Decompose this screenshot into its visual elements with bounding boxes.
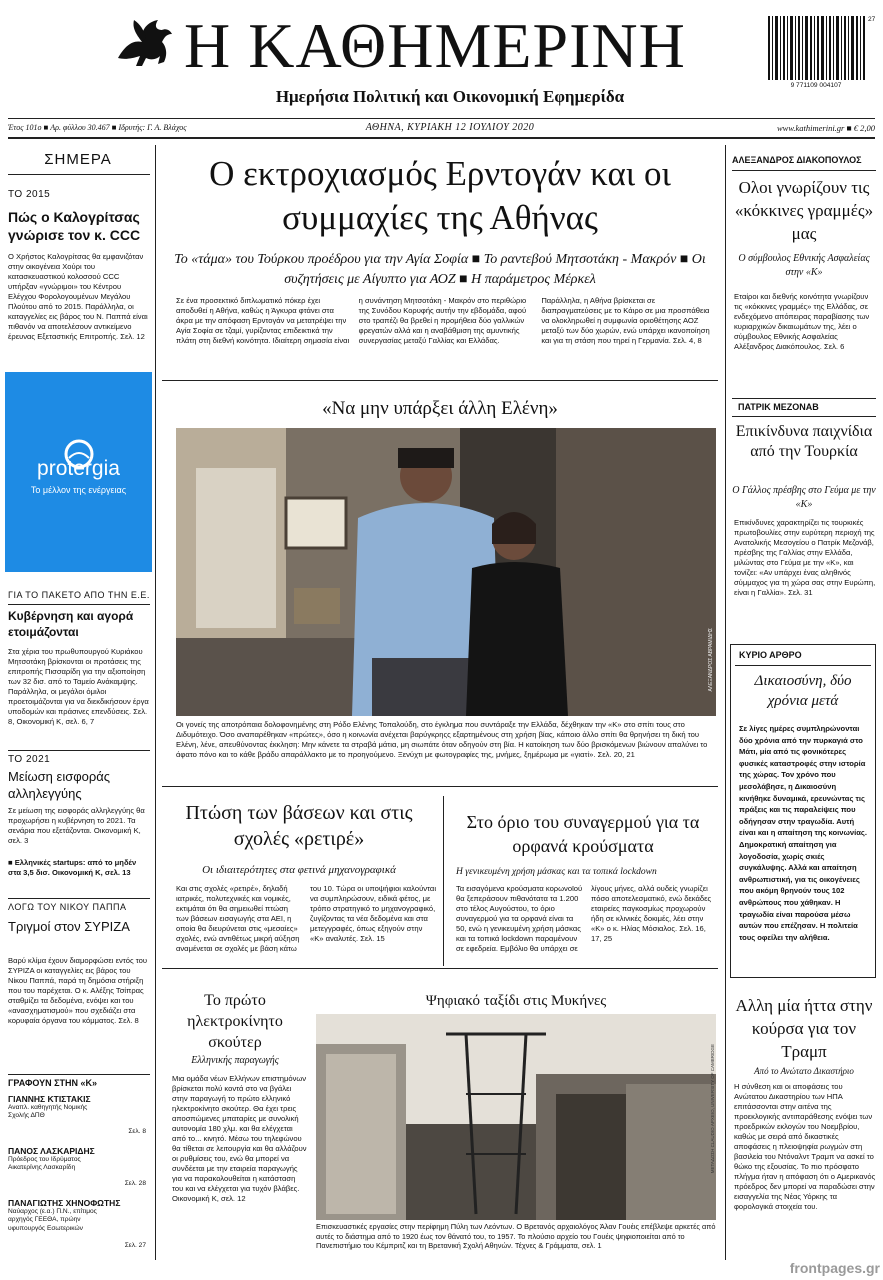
mycenae-photo-image [316,1014,716,1220]
writer-page: Σελ. 28 [124,1180,146,1187]
divider [732,398,876,399]
masthead-rule-bottom [8,137,875,139]
mycenae-photo [316,1014,716,1220]
masthead-rule-top [8,118,875,119]
column-author: ΑΛΕΞΑΝΔΡΟΣ ΔΙΑΚΟΠΟΥΛΟΣ [732,155,862,165]
story-kicker: ΓΙΑ ΤΟ ΠΑΚΕΤΟ ΑΠΟ ΤΗΝ Ε.Ε. [8,590,150,600]
barcode-icon [764,16,874,82]
barcode [764,16,874,96]
story-subtitle: Ελληνικής παραγωγής [191,1055,279,1066]
editorial-title: Δικαιοσύνη, δύο χρόνια μετά [754,673,852,709]
story-subtitle: Από το Ανώτατο Δικαστήριο [754,1066,854,1076]
writer-name: ΠΑΝΟΣ ΛΑΣΚΑΡΙΔΗΣ [8,1146,95,1156]
story-text: Βαρύ κλίμα έχουν διαμορφώσει εντός του ΣΥΡΙΖΑ οι καταγγελίες εις βάρος του Νίκου Παππά, παρά τη δημόσια στήριξη που του παρέχεται. Ο κ. Αλέξης Τσίπρας σταθμίζει τα δεδομένα, ενόψει και του «ανασχηματισμού» που σχεδιάζει στα κορυφαία όργανα του κόμματος. Σελ. 8 [8,956,148,1025]
story-text: Μια ομάδα νέων Ελλήνων επιστημόνων βρίσκεται πολύ κοντά στο να βγάλει στην παραγωγή το πρώτο ελληνικό ηλεκτροκίνητο σκούτερ. Θα έχει τρεις αποσπώμενες μπαταρίες με συνολική αυτονομία 180 χλμ. και θα ελέγχεται από το... κινητό. Μέσω του τηλεφώνου θα τίθεται σε λειτουργία και θα αλλάζουν οι ρυθμίσεις του, ενώ θα μπορεί να συνδέεται με την εταιρεία παραγωγής για να παρακολουθείται η κατάσταση του και να ελέγχεται για τυχόν βλάβες. Οικονομική Κ, σελ. 12 [172,1074,307,1203]
feature-quote-title: «Να μην υπάρξει άλλη Ελένη» [322,398,558,419]
column-title: Επικίνδυνα παιχνίδια από την Τουρκία [735,423,873,460]
masthead-logo [112,14,176,74]
writer-role: Πρόεδρος του Ιδρύματος Αικατερίνης Λασκαρίδη [8,1156,81,1172]
barcode-code: 27 [868,16,876,23]
masthead-subtitle: Ημερήσια Πολιτική και Οικονομική Εφημερίδα [275,87,625,106]
story-subtitle: Η γενικευμένη χρήση μάσκας και τα τοπικά lockdown [456,867,657,877]
ad-brand: protergia [37,457,120,480]
column-title: Ολοι γνωρίζουν τις «κόκκινες γραμμές» μας [734,178,874,243]
mycenae-title: Ψηφιακό ταξίδι στις Μυκήνες [425,993,607,1009]
protergia-ad[interactable] [5,372,152,572]
story-text: Στα χέρια του πρωθυπουργού Κυριάκου Μητσοτάκη βρίσκονται οι προτάσεις της επιτροπής Πισσαρίδη για την αξιοποίηση των 32 δισ. από το Ταμείο Ανάκαμψης. Παράλληλα, οι μεγάλοι όμιλοι προετοιμάζονται για να διεκδικήσουν έργα υποδομών και πράσινες επενδύσεις. Σελ. 8, Οικονομική Κ, σελ. 6, 7 [8,647,149,726]
writer-entry [8,1094,150,1146]
story-text: Ο Χρήστος Καλογρίτσας θα εμφανιζόταν στην οικογένεια Χούρι του κατασκευαστικού κολοσσού CCC υπήρξαν «γνώριμοι» του Κέντρου Ελέγχου Φορολογουμένων Μεγάλου Πλούτου από το 2015. Παράλληλα, οι καταγγελίες εις βάρος του Ν. Παππά είναι πιθανόν να αποτελέσουν αντικείμενο έρευνας Εξεταστικής Επιτροπής. Σελ. 12 [8,252,148,341]
barcode-number: 9 771109 004107 [790,82,842,89]
divider [8,750,150,751]
editorial-box [730,644,876,978]
divider [8,604,150,605]
today-label: ΣΗΜΕΡΑ [44,151,112,168]
divider [162,380,718,381]
column-text: Εταίροι και διεθνής κοινότητα γνωρίζουν τις «κόκκινες γραμμές» της Ελλάδας, σε ενδεχόμενο απόπειρας παραβίασης των κυριαρχικών δικαιωμάτων της, λέει ο σύμβουλος Εθνικής Ασφαλείας Αλέξανδρος Διακόπουλος. Σελ. 6 [734,292,870,351]
story-title: Μείωση εισφοράς αλληλεγγύης [8,769,111,801]
divider [8,898,150,899]
mycenae-caption: Επισκευαστικές εργασίες στην περίφημη Πύλη των Λεόντων. Ο Βρετανός αρχαιολόγος Άλαν Γουέις επέβλεψε αρκετές από αυτές το διάστημα από το 1920 έως τον θάνατό του, το 1957. Το πλούσιο αρχείο του Γουέις ψηφιοποιείται από το Πανεπιστήμιο του Κέμπριτζ και τη Βρετανική Σχολή Αθηνών. Τέχνες & Γράμματα, σελ. 1 [316,1222,716,1250]
editorial-label: ΚΥΡΙΟ ΑΡΘΡΟ [739,650,802,660]
couple-photo-image [176,428,716,716]
lead-deck: Το «τάμα» του Τούρκου προέδρου για την Αγία Σοφία ■ Το ραντεβού Μητσοτάκη - Μακρόν ■ Οι συζητήσεις με Αίγυπτο για ΑΟΖ ■ Η παράμετρος Μέρκελ [174,252,706,287]
divider [162,786,718,787]
story-title: Πτώση των βάσεων και στις σχολές «ρετιρέ» [185,802,413,850]
masthead-title: Η ΚΑΘΗΜΕΡΙΝΗ [184,10,686,81]
divider [162,968,718,969]
story-text: Και στις σχολές «ρετιρέ», δηλαδή ιατρικές, πολυτεχνικές και νομικές, εκτιμάται ότι θα σημειωθεί πτώση των βάσεων εισαγωγής στα ΑΕΙ, η οποία θα διευρύνεται στις «μεσαίες» σχολές, ενώ αντιθέτως μικρή αύξηση αναμένεται σε σχολές με βάση κάτω του 10. Τώρα οι υποψήφιοι καλούνται να συμπληρώσουν, ειδικά φέτος, με τρόπο στρατηγικό το μηχανογραφικό, ζυγίζοντας τα νέα δεδομένα και στα μετεγγραφές, όπως εξηγούν στην «Κ» αναλυτές. Σελ. 15 [176,884,437,953]
feature-photo [176,428,716,716]
col-rule-right [725,145,726,1260]
writers-label: ΓΡΑΦΟΥΝ ΣΤΗΝ «Κ» [8,1078,98,1088]
story-title: Το πρώτο ηλεκτροκίνητο σκούτερ [187,992,283,1051]
writer-name: ΠΑΝΑΓΙΩΤΗΣ ΧΗΝΟΦΩΤΗΣ [8,1198,121,1208]
watermark: frontpages.gr [789,1260,880,1276]
story-text: Σε μείωση της εισφοράς αλληλεγγύης θα προχωρήσει η κυβέρνηση το 2021. Τα σενάρια που εξετάζονται. Οικονομική Κ, σελ. 3 [8,806,145,845]
writer-role: Αναπλ. καθηγητής Νομικής Σχολής ΔΠΘ [8,1104,88,1120]
col-rule-mid [443,796,444,966]
story-text: ■ Ελληνικές startups: από το μηδέν στα 3,5 δισ. Οικονομική Κ, σελ. 13 [8,858,137,877]
writer-role: Ναύαρχος (ε.α.) Π.Ν., επίτιμος αρχηγός ΓΕΕΘΑ, πρώην υφυπουργός Εσωτερικών [8,1208,97,1232]
story-kicker: ΤΟ 2021 [8,754,51,765]
today-rule [8,174,150,175]
lead-headline: Ο εκτροχιασμός Ερντογάν και οι συμμαχίες της Αθήνας [209,154,671,237]
writer-entry [8,1198,150,1258]
column-text: Επικίνδυνες χαρακτηρίζει τις τουρκικές πρωτοβουλίες στην ευρύτερη περιοχή της Ανατολικής Μεσογείου ο Πατρίκ Μεζονάβ, πρέσβης της Γαλλίας στην Ελλάδα, μιλώντας στο Γεύμα με την «Κ», και τονίζει: «Αν υπάρχει ένας αληθινός σύμμαχος για τη χώρα σας στην Ευρώπη, είναι η Γαλλία». Σελ. 31 [734,518,876,597]
site-price: www.kathimerini.gr ■ € 2,00 [776,123,875,133]
writer-name: ΓΙΑΝΝΗΣ ΚΤΙΣΤΑΚΙΣ [8,1094,91,1104]
col-rule-left [155,145,156,1260]
story-text: Η σύνθεση και οι αποφάσεις του Ανώτατου Δικαστηρίου των ΗΠΑ επιτάσσονται στην αιτένα της προεκλογικής αντιπαράθεσης ενόψει των προεδρικών εκλογών του Νοεμβρίου, καθώς με σειρά από δικαστικές αποφάσεις η πλειοψηφία ρωγμών στη βασιλεία του Ντόναλντ Τραμπ να ασκεί το θώκο της εξουσίας. Το πιο πρόσφατο πλήγμα ήταν η απόφαση ότι ο Αμερικανός πρόεδρος δεν μπορεί να παραδώσει στην εισαγγελία της Νέας Υόρκης τα φορολογικά στοιχεία του. [734,1082,876,1211]
issue-date: ΑΘΗΝΑ, ΚΥΡΙΑΚΗ 12 ΙΟΥΛΙΟΥ 2020 [365,122,535,133]
griffin-logo-icon [112,14,176,74]
writer-page: Σελ. 27 [124,1242,146,1249]
feature-caption: Οι γονείς της αποτρόπαια δολοφονημένης στη Ρόδο Ελένης Τοπαλούδη, στο έγκλημα που συντάραξε την Ελλάδα, δέχθηκαν την «Κ» στο σπίτι τους στο Διδυμότειχο. Όσο αναπαρέθηκαν «πρώτες», όσο η κοινωνία ανέχεται βαρύγκρηςς εξαρτημένους στη χρήση βίας, κάποιο άλλο σπίτι θα θρηνήσει τη δική του Ελένη, λένε, απευθύνοντας έκκληση: Μην κάνετε τα στραβά μάτια, μη σιωπάτε όταν οδηγούν στη βία. Η κατοίκηση των δύο βρισκόμενων βιώνουν απαλύνει το άφατο πόνο και το κάθε βράδυ απαράλλακτο με το προηγούμενο. Ξενύχτι με φωτογραφίες της, μνήμες, ξημέρωμα με «γιατί». Σελ. 20, 21 [176,720,708,759]
column-subtitle: Ο σύμβουλος Εθνικής Ασφαλείας στην «Κ» [738,253,870,278]
story-text: Τα εισαγόμενα κρούσματα κορωνοϊού θα ξεπεράσουν πιθανότατα τα 1.200 στο τέλος Αυγούστου, το όριο συναγερμού για τα ορφανά είναι τα 50, ενώ η γενικευμένη χρήση μάσκας και τα τοπικά lockdown παραμένουν σε εφεδρεία. Εμβόλιο θα υπάρχει σε λίγους μήνες, αλλά ουδείς γνωρίζει πόσο αποτελεσματικό, ενώ δεκάδες εταιρείες παγκοσμίως προχωρούν ήδη σε κλινικές δοκιμές, λέει στην «Κ» ο κ. Ηλίας Μόσιαλος. Σελ. 16, 17, 25 [456,884,712,953]
lead-body: Σε ένα προσεκτικό διπλωματικό πόκερ έχει αποδυθεί η Αθήνα, καθώς η Άγκυρα φτάνει στα άκρα με την απόφαση Ερντογάν να μετατρέψει την Αγία Σοφία σε τζαμί, γυρίζοντας επιδεικτικά την πλάτη στη διεθνή κοινότητα. Ιδιαίτερη σημασία είναι η συνάντηση Μητσοτάκη - Μακρόν στο περιθώριο της Συνόδου Κορυφής αυτήν την εβδομάδα, αφού στο τραπέζι θα βρεθεί η προμήθεια δύο γαλλικών φρεγατών αλλά και η αναβάθμιση της αμυντικής συνεργασίας μεταξύ Γαλλίας και Ελλάδας. Παράλληλα, η Αθήνα βρίσκεται σε διαπραγματεύσεις με το Κάιρο σε μια προσπάθεια να ολοκληρωθεί η συμφωνία οριοθέτησης ΑΟΖ μεταξύ των δύο χωρών, ενώ υπάρχει ικανοποίηση και για τη στάση που τηρεί η Γερμανία. Σελ. 4, 8 [176,296,710,345]
divider [735,665,871,666]
divider [732,170,876,171]
photo-credit: ΜΕΤΑΔΟΣΗ CLAUDIO ΑΡΧΕΙΟ, UNIVERSITY OF CAMBRIDGE [710,1044,715,1174]
story-title: Αλλη μία ήττα στην κούρσα για τον Τραμπ [735,996,873,1061]
photo-credit: ΑΛΕΞΑΝΔΡΟΣ ΑΒΡΑΜΙΔΗΣ [708,628,714,692]
story-kicker: ΤΟ 2015 [8,189,51,200]
story-title: Πώς ο Καλογρίτσας γνώρισε τον κ. CCC [8,209,141,243]
story-title: Στο όριο του συναγερμού για τα ορφανά κρούσματα [466,812,700,856]
issue-info: Έτος 101ο ■ Αρ. φύλλου 30.467 ■ Ιδρυτής: Γ. Α. Βλάχος [8,123,187,132]
story-title: Τριγμοί στον ΣΥΡΙΖΑ [8,919,130,934]
column-subtitle: Ο Γάλλος πρέσβης στο Γεύμα με την «Κ» [732,485,876,510]
story-title: Κυβέρνηση και αγορά ετοιμάζονται [8,609,134,639]
ad-tagline: Το μέλλον της ενέργειας [30,485,127,495]
divider [732,416,876,417]
story-subtitle: Οι ιδιαιτερότητες στα φετινά μηχανογραφικά [202,864,396,876]
column-author: ΠΑΤΡΙΚ ΜΕΖΟΝΑΒ [738,402,819,412]
writer-page: Σελ. 8 [128,1128,146,1135]
writer-entry [8,1146,150,1198]
divider [8,1074,150,1075]
editorial-text: Σε λίγες ημέρες συμπληρώνονται δύο χρόνια από την πυρκαγιά στο Μάτι, μία από τις φονικότερες φυσικές καταστροφές στην ιστορία της χώρας. Τον χρόνο που μεσολάβησε, η Δικαιοσύνη κινήθηκε δυναμικά, ερευνώντας τις πράξεις και τις παραλείψεις που οδήγησαν στην τραγωδία. Αυτή είναι και η απαίτηση της κοινωνίας. Δημοκρατική απαίτηση για λογοδοσία, χωρίς σκιές συγκάλυψης. Αλλά και απαίτηση ανθρωπιστική, για τις οικογένειες που ακόμη θρηνούν τους 102 ανθρώπους που χάθηκαν. Η τραγωδία είναι παρούσα μέσω αυτών που επέζησαν. Η πολιτεία τους οφείλει την αλήθεια. [739,724,867,942]
story-kicker: ΛΟΓΩ ΤΟΥ ΝΙΚΟΥ ΠΑΠΠΑ [8,902,127,912]
